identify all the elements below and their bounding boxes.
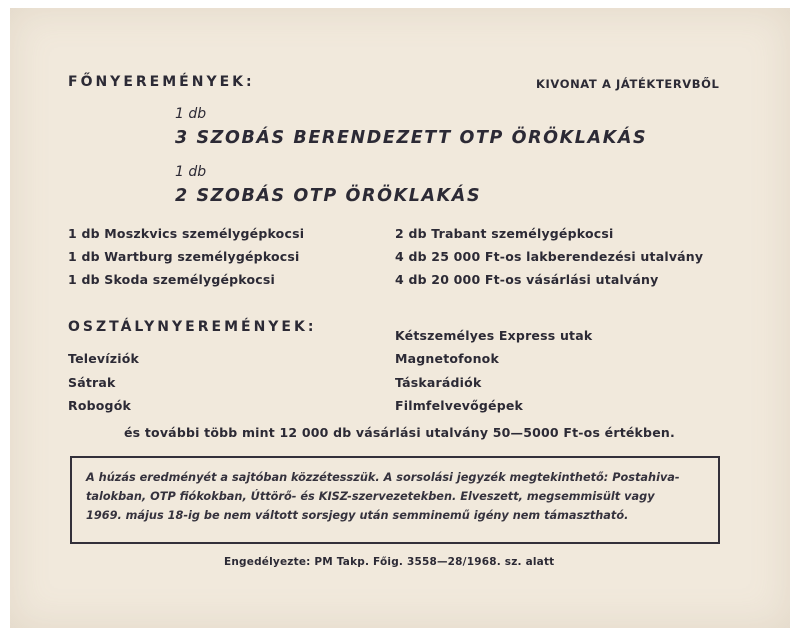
prize-left-2: 1 db Wartburg személygépkocsi xyxy=(68,249,300,264)
prize-right-2: 4 db 25 000 Ft-os lakberendezési utalvány xyxy=(395,249,704,264)
additional-prizes-line: és további több mint 12 000 db vásárlási utalvány 50—5000 Ft-os értékben. xyxy=(124,425,675,440)
main-prize-2-name: 2 SZOBÁS OTP ÖRÖKLAKÁS xyxy=(175,186,482,206)
extract-label: KIVONAT A JÁTÉKTERVBŐL xyxy=(536,77,720,91)
prize-right-3: 4 db 20 000 Ft-os vásárlási utalvány xyxy=(395,272,659,287)
class-prize-right-4: Filmfelvevőgépek xyxy=(395,398,524,413)
notice-text xyxy=(86,468,710,525)
notice-line-1: A húzás eredményét a sajtóban közzétesszük. A sorsolási jegyzék megtekinthető: Postahiva- xyxy=(86,471,680,484)
class-prize-left-1: Televíziók xyxy=(68,351,140,366)
main-prize-1-name: 3 SZOBÁS BERENDEZETT OTP ÖRÖKLAKÁS xyxy=(175,128,648,148)
prize-right-1: 2 db Trabant személygépkocsi xyxy=(395,226,614,241)
notice-box xyxy=(70,456,720,544)
lottery-ticket-back xyxy=(10,8,790,628)
main-prize-2-qty: 1 db xyxy=(175,164,207,180)
class-prize-left-2: Sátrak xyxy=(68,375,116,390)
class-prizes-heading: OSZTÁLYNYEREMÉNYEK: xyxy=(68,319,317,335)
prize-left-3: 1 db Skoda személygépkocsi xyxy=(68,272,276,287)
prize-left-1: 1 db Moszkvics személygépkocsi xyxy=(68,226,305,241)
class-prize-right-3: Táskarádiók xyxy=(395,375,482,390)
approval-footer: Engedélyezte: PM Takp. Főig. 3558—28/1968. sz. alatt xyxy=(224,556,555,568)
class-prize-right-2: Magnetofonok xyxy=(395,351,499,366)
notice-line-2: talokban, OTP fiókokban, Úttörő- és KISZ-szervezetekben. Elveszett, megsemmisült vagy xyxy=(86,490,655,503)
class-prize-left-3: Robogók xyxy=(68,398,131,413)
notice-line-3: 1969. május 18-ig be nem váltott sorsjegy után semminemű igény nem támasztható. xyxy=(86,509,629,522)
main-prizes-heading: FŐNYEREMÉNYEK: xyxy=(68,74,255,90)
main-prize-1-qty: 1 db xyxy=(175,106,207,122)
class-prize-right-1: Kétszemélyes Express utak xyxy=(395,328,593,343)
